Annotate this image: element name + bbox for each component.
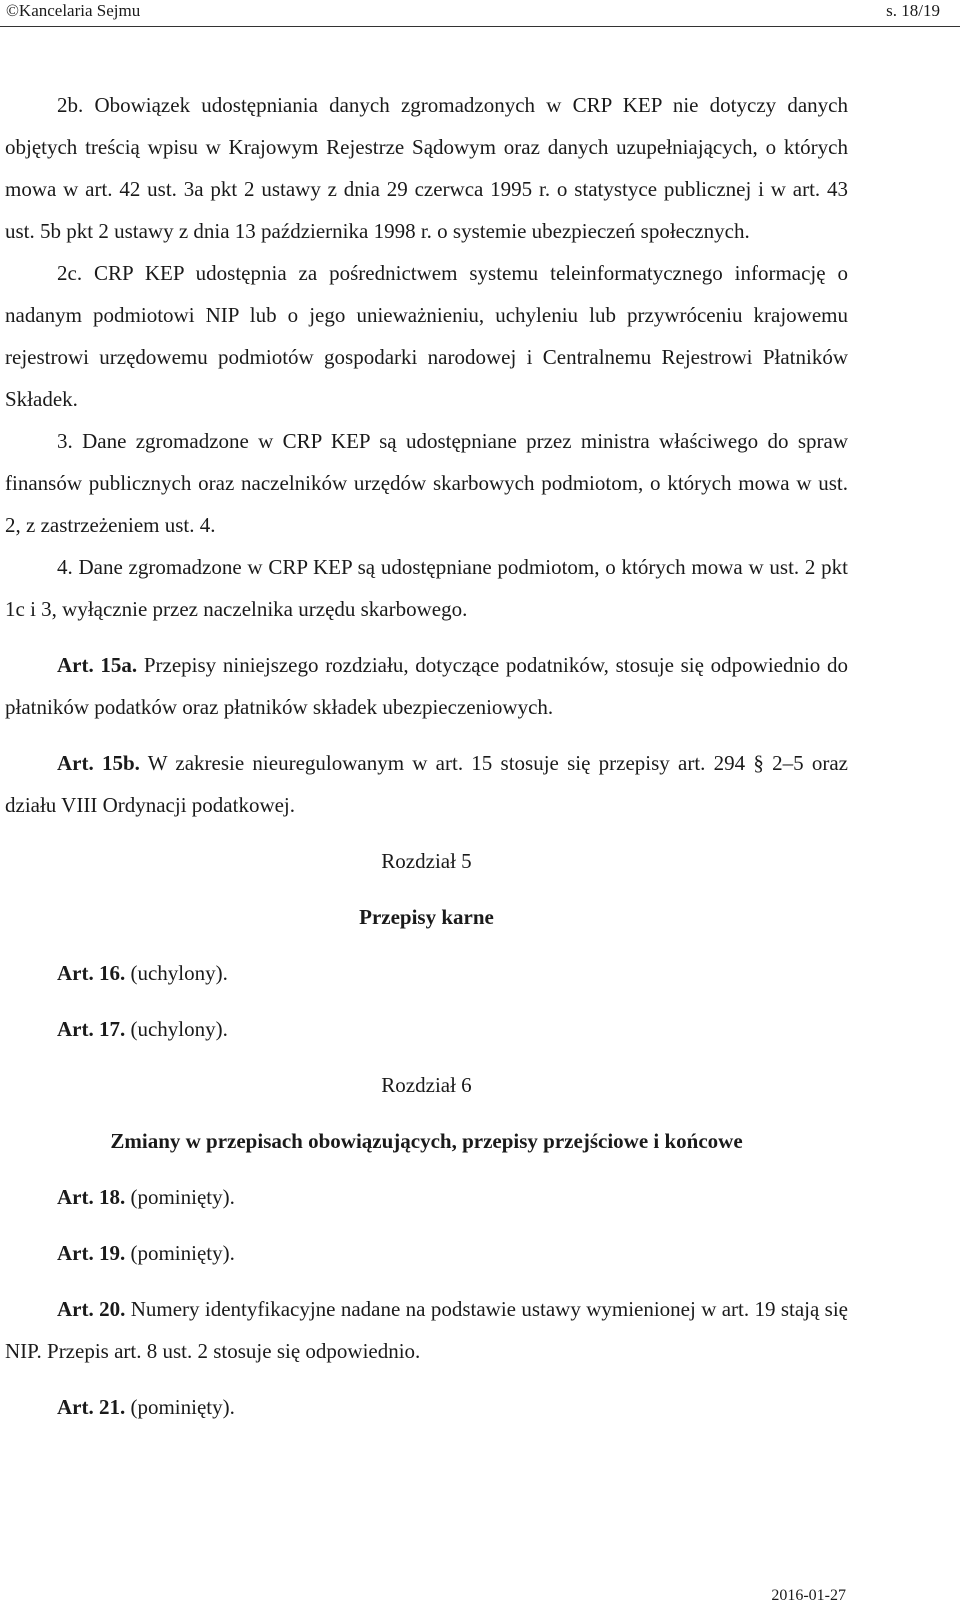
page-header [0,0,960,27]
article-text: (uchylony). [125,1017,228,1041]
article-19 [5,1232,848,1274]
article-text: (uchylony). [125,961,228,985]
footer-date: 2016-01-27 [771,1587,846,1604]
page-number: s. 18/19 [886,1,940,20]
paragraph-2b: 2b. Obowiązek udostępniania danych zgromadzonych w CRP KEP nie dotyczy danych objętych treścią wpisu w Krajowym Rejestrze Sądowym oraz danych uzupełniających, o których mowa w art. 42 ust. 3a pkt 2 ustawy z dnia 29 czerwca 1995 r. o statystyce publicznej i w art. 43 ust. 5b pkt 2 ustawy z dnia 13 października 1998 r. o systemie ubezpieczeń społecznych. [5,93,848,243]
chapter-6-title: Zmiany w przepisach obowiązujących, przepisy przejściowe i końcowe [110,1129,743,1153]
article-16 [5,952,848,994]
article-text: (pominięty). [125,1395,235,1419]
chapter-5-number: Rozdział 5 [381,849,472,873]
article-17 [5,1008,848,1050]
article-21 [5,1386,848,1428]
paragraph-4: 4. Dane zgromadzone w CRP KEP są udostępniane podmiotom, o których mowa w ust. 2 pkt 1c i 3, wyłącznie przez naczelnika urzędu skarbowego. [5,555,848,621]
publisher-label: ©Kancelaria Sejmu [6,1,141,20]
article-text: (pominięty). [125,1185,235,1209]
article-label: Art. 21. [57,1395,126,1419]
article-text: (pominięty). [125,1241,235,1265]
document-body [5,84,848,1428]
article-label: Art. 20. [57,1297,126,1321]
article-label: Art. 15a. [57,653,138,677]
article-label: Art. 16. [57,961,126,985]
chapter-6-number: Rozdział 6 [381,1073,472,1097]
article-label: Art. 19. [57,1241,126,1265]
article-label: Art. 15b. [57,751,140,775]
article-label: Art. 17. [57,1017,126,1041]
paragraph-3: 3. Dane zgromadzone w CRP KEP są udostępniane przez ministra właściwego do spraw finansów publicznych oraz naczelników urzędów skarbowych podmiotom, o których mowa w ust. 2, z zastrzeżeniem ust. 4. [5,429,848,537]
article-15b [5,742,848,826]
article-15a [5,644,848,728]
article-18 [5,1176,848,1218]
article-label: Art. 18. [57,1185,126,1209]
paragraph-2c: 2c. CRP KEP udostępnia za pośrednictwem systemu teleinformatycznego informację o nadanym podmiotowi NIP lub o jego unieważnieniu, uchyleniu lub przywróceniu krajowemu rejestrowi urzędowemu podmiotów gospodarki narodowej i Centralnemu Rejestrowi Płatników Składek. [5,261,848,411]
article-20 [5,1288,848,1372]
article-text: Przepisy niniejszego rozdziału, dotyczące podatników, stosuje się odpowiednio do płatników podatków oraz płatników składek ubezpieczeniowych. [5,653,848,719]
article-text: W zakresie nieuregulowanym w art. 15 stosuje się przepisy art. 294 § 2–5 oraz działu VIII Ordynacji podatkowej. [5,751,848,817]
chapter-5-title: Przepisy karne [359,905,494,929]
article-text: Numery identyfikacyjne nadane na podstawie ustawy wymienionej w art. 19 stają się NIP. Przepis art. 8 ust. 2 stosuje się odpowiednio. [5,1297,848,1363]
